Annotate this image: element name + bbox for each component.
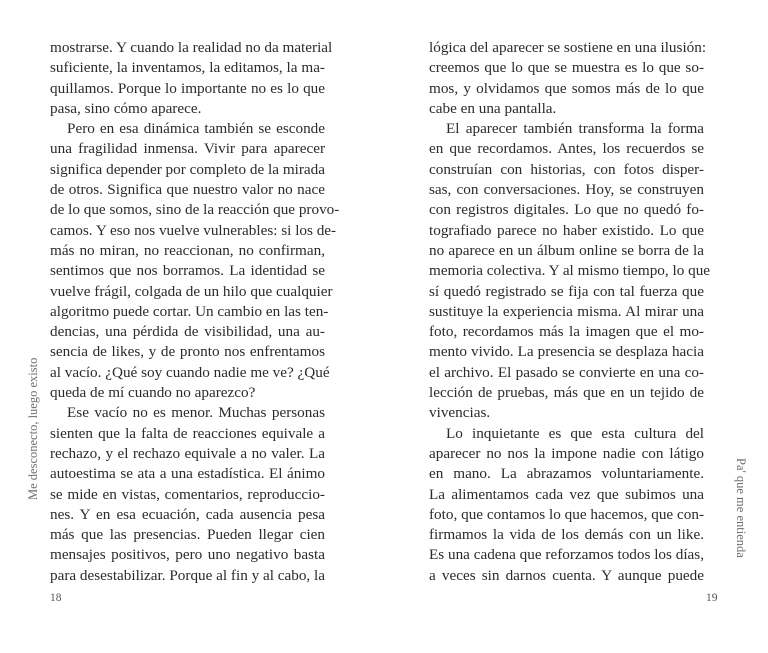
- text-line: el archivo. El pasado se convierte en una co-: [429, 363, 704, 381]
- left-running-head: Me desconecto, luego existo: [26, 357, 40, 500]
- text-line: Es una cadena que reforzamos todos los días,: [429, 546, 704, 564]
- text-line: mento vivido. La presencia se desplaza hacia: [429, 343, 704, 361]
- text-line: de otros. Significa que nuestro valor no nace: [50, 181, 325, 199]
- text-line: firmamos la vida de los demás con un like.: [429, 526, 704, 544]
- text-line: nes. Y en esa ecuación, cada ausencia pesa: [50, 505, 325, 523]
- text-line: para desestabilizar. Porque al fin y al cabo, la: [50, 566, 325, 584]
- text-line: Lo inquietante es que esta cultura del: [446, 424, 704, 442]
- text-line: queda de mí cuando no aparezco?: [50, 384, 256, 402]
- right-page-body-text: [429, 38, 711, 586]
- text-line: aparecer no nos la impone nadie con látigo: [429, 444, 704, 462]
- text-line: se mide en vistas, comentarios, reproduccio-: [50, 485, 325, 503]
- text-line: sentimos que nos borramos. La identidad se: [50, 262, 325, 280]
- text-line: autoestima se ata a una estadística. El ánimo: [50, 465, 325, 483]
- text-line: El aparecer también transforma la forma: [446, 120, 704, 138]
- text-line: a veces sin darnos cuenta. Y aunque puede: [429, 566, 704, 584]
- text-line: quillamos. Porque lo importante no es lo que: [50, 79, 325, 97]
- text-line: lógica del aparecer se sostiene en una ilusión:: [429, 39, 707, 56]
- text-line: foto, que contamos lo que hacemos, que con-: [429, 505, 704, 523]
- text-line: sí quedó registrado se fija con tal fuerza que: [429, 282, 704, 300]
- text-line: con registros digitales. Lo que no quedó fo-: [429, 201, 704, 219]
- text-line: más no miran, no reaccionan, no confirman,: [50, 241, 325, 259]
- text-line: sencia de likes, y de pronto nos enfrentamos: [50, 343, 325, 361]
- text-line: más que las presencias. Pueden llegar cien: [50, 526, 325, 544]
- left-page-number: 18: [50, 592, 62, 604]
- text-line: mostrarse. Y cuando la realidad no da material: [50, 39, 333, 56]
- text-line: una fragilidad inmensa. Vivir para aparecer: [50, 140, 325, 158]
- text-line: algoritmo puede cortar. Un cambio en las ten-: [50, 302, 329, 320]
- text-line: sas, con conversaciones. Hoy, se construyen: [429, 181, 704, 199]
- text-line: camos. Y eso nos vuelve vulnerables: si los de-: [50, 221, 337, 239]
- text-line: vivencias.: [429, 404, 491, 422]
- text-line: rechazo, y el rechazo equivale a no valer. La: [50, 444, 325, 462]
- text-line: cabe en una pantalla.: [429, 99, 557, 117]
- text-line: suficiente, la inventamos, la editamos, la ma-: [50, 59, 325, 77]
- text-line: en mano. La abrazamos voluntariamente.: [429, 465, 704, 483]
- text-line: La alimentamos cada vez que subimos una: [429, 485, 704, 503]
- text-line: pasa, sino cómo aparece.: [50, 99, 202, 117]
- text-line: creemos que lo que se muestra es lo que so-: [429, 59, 704, 77]
- text-line: mensajes positivos, pero uno negativo basta: [50, 546, 325, 564]
- text-line: Pero en esa dinámica también se esconde: [67, 120, 325, 138]
- text-line: mos, y olvidamos que somos más de lo que: [429, 79, 704, 97]
- left-page-body-text: [50, 38, 340, 586]
- right-page-number: 19: [706, 592, 718, 604]
- text-line: de lo que somos, sino de la reacción que provo-: [50, 201, 340, 219]
- text-line: sienten que la falta de reacciones equivale a: [50, 424, 325, 442]
- text-line: no aparece en un álbum online se borra de la: [429, 241, 704, 259]
- text-line: en que recordamos. Antes, los recuerdos se: [429, 140, 704, 158]
- text-line: Ese vacío no es menor. Muchas personas: [67, 404, 325, 422]
- text-line: lección de pruebas, más que en un tejido de: [429, 384, 704, 402]
- text-line: dencias, una pérdida de visibilidad, una au-: [50, 323, 325, 341]
- text-line: vuelve frágil, colgada de un hilo que cualquier: [50, 282, 333, 300]
- text-line: significa depender por completo de la mirada: [50, 160, 325, 178]
- text-line: sustituye la experiencia misma. Al mirar una: [429, 302, 704, 320]
- right-page: [384, 0, 768, 653]
- text-line: foto, recordamos más la imagen que el mo-: [429, 323, 704, 341]
- text-line: al vacío. ¿Qué soy cuando nadie me ve? ¿Qué: [50, 363, 330, 381]
- right-running-head: Pa' que me entienda: [734, 458, 748, 558]
- text-line: memoria colectiva. Y al mismo tiempo, lo que: [429, 262, 711, 280]
- text-line: construían con historias, con fotos disper-: [429, 160, 704, 178]
- text-line: tografiado parece no haber existido. Lo que: [429, 221, 704, 239]
